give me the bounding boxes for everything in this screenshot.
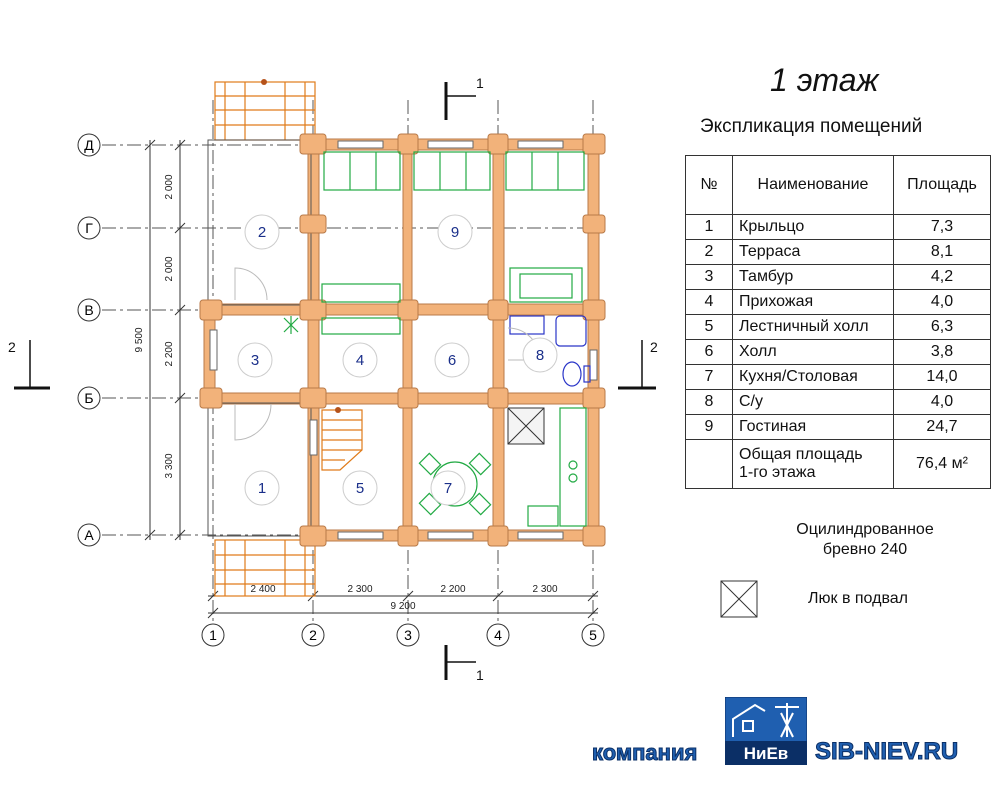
row-no: 7 [686,365,733,390]
row-no: 1 [686,215,733,240]
room-number: 4 [355,352,365,369]
axis-col-label: 3 [404,627,412,643]
table-row [686,390,991,415]
row-area: 14,0 [894,365,991,390]
row-name: Лестничный холл [733,315,894,340]
axis-row-label: Д [84,137,94,153]
room-number: 9 [450,224,460,241]
material-note [760,520,970,560]
axis-row-label: А [84,527,94,543]
company-logo [725,697,807,765]
row-name: Холл [733,340,894,365]
interior-stairs [322,410,362,470]
row-no: 4 [686,290,733,315]
porch-stairs [215,82,315,596]
axis-col-label: 2 [309,627,317,643]
basement-hatch [508,408,544,444]
row-no: 9 [686,415,733,440]
room-number: 7 [443,480,453,497]
table-row [686,215,991,240]
logo-text: НиЕв [743,744,789,763]
row-axis-markers [78,134,100,546]
material-line1: Оцилиндрованное [796,521,934,538]
dim-label: 3 300 [164,453,175,479]
table-row [686,340,991,365]
row-name: Прихожая [733,290,894,315]
row-no: 8 [686,390,733,415]
axis-col-label: 4 [494,627,502,643]
stair-start-dot [335,407,341,413]
row-no: 2 [686,240,733,265]
section-label-left: 2 [8,339,16,355]
table-row [686,290,991,315]
total-no [686,440,733,489]
site-url: SIB-NIEV.RU [815,738,959,765]
col-name-header: Наименование [733,156,894,215]
row-area: 4,2 [894,265,991,290]
row-name: Гостиная [733,415,894,440]
row-no: 5 [686,315,733,340]
room-number: 5 [355,480,365,497]
axis-col-label: 1 [209,627,217,643]
floor-title: 1 этаж [770,62,879,98]
row-name: С/у [733,390,894,415]
dim-label: 2 400 [250,584,276,595]
porch-post-dot [261,79,267,85]
row-area: 4,0 [894,390,991,415]
total-name [733,440,894,489]
company-word: компания [592,740,698,765]
row-area: 6,3 [894,315,991,340]
hatch-legend-label: Люк в подвал [808,590,908,607]
table-heading: Экспликация помещений [700,116,923,137]
row-area: 8,1 [894,240,991,265]
col-no-header: № [686,156,733,215]
room-number: 3 [250,352,260,369]
room-number: 8 [535,347,545,364]
row-name: Терраса [733,240,894,265]
col-axis-markers [202,624,604,646]
dim-label: 2 000 [164,174,175,200]
dim-total-label: 9 500 [134,327,145,353]
table-row [686,415,991,440]
dim-label: 2 200 [440,584,466,595]
row-area: 7,3 [894,215,991,240]
row-area: 4,0 [894,290,991,315]
total-name-line1: Общая площадь [739,446,863,463]
row-area: 3,8 [894,340,991,365]
room-number: 1 [257,480,267,497]
axis-col-label: 5 [589,627,597,643]
room-schedule-table [685,155,991,489]
dim-label: 2 200 [164,341,175,367]
total-name-line2: 1-го этажа [739,464,816,481]
axis-row-label: Г [85,220,93,236]
table-row [686,315,991,340]
row-name: Тамбур [733,265,894,290]
section-label-right: 2 [650,339,658,355]
section-label-bottom: 1 [476,667,484,683]
table-row [686,365,991,390]
hatch-legend-icon [720,580,758,618]
total-area: 76,4 м² [894,440,991,489]
dim-label: 2 300 [532,584,558,595]
table-total-row [686,440,991,489]
table-header-row [686,156,991,215]
room-number: 2 [257,224,267,241]
section-marks [14,82,656,680]
material-line2: бревно 240 [822,541,908,558]
coat-rack-icon [284,316,298,334]
axis-row-label: Б [84,390,94,406]
bottom-dimension-labels [250,584,557,612]
row-no: 3 [686,265,733,290]
row-area: 24,7 [894,415,991,440]
dim-label: 2 000 [164,256,175,282]
row-name: Кухня/Столовая [733,365,894,390]
room-number: 6 [447,352,457,369]
row-no: 6 [686,340,733,365]
col-area-header: Площадь [894,156,991,215]
section-labels [8,75,658,683]
row-name: Крыльцо [733,215,894,240]
table-row [686,265,991,290]
axis-row-label: В [84,302,94,318]
dim-total-label: 9 200 [390,601,416,612]
section-label-top: 1 [476,75,484,91]
table-row [686,240,991,265]
dim-label: 2 300 [347,584,373,595]
left-dimension-labels [134,174,175,478]
